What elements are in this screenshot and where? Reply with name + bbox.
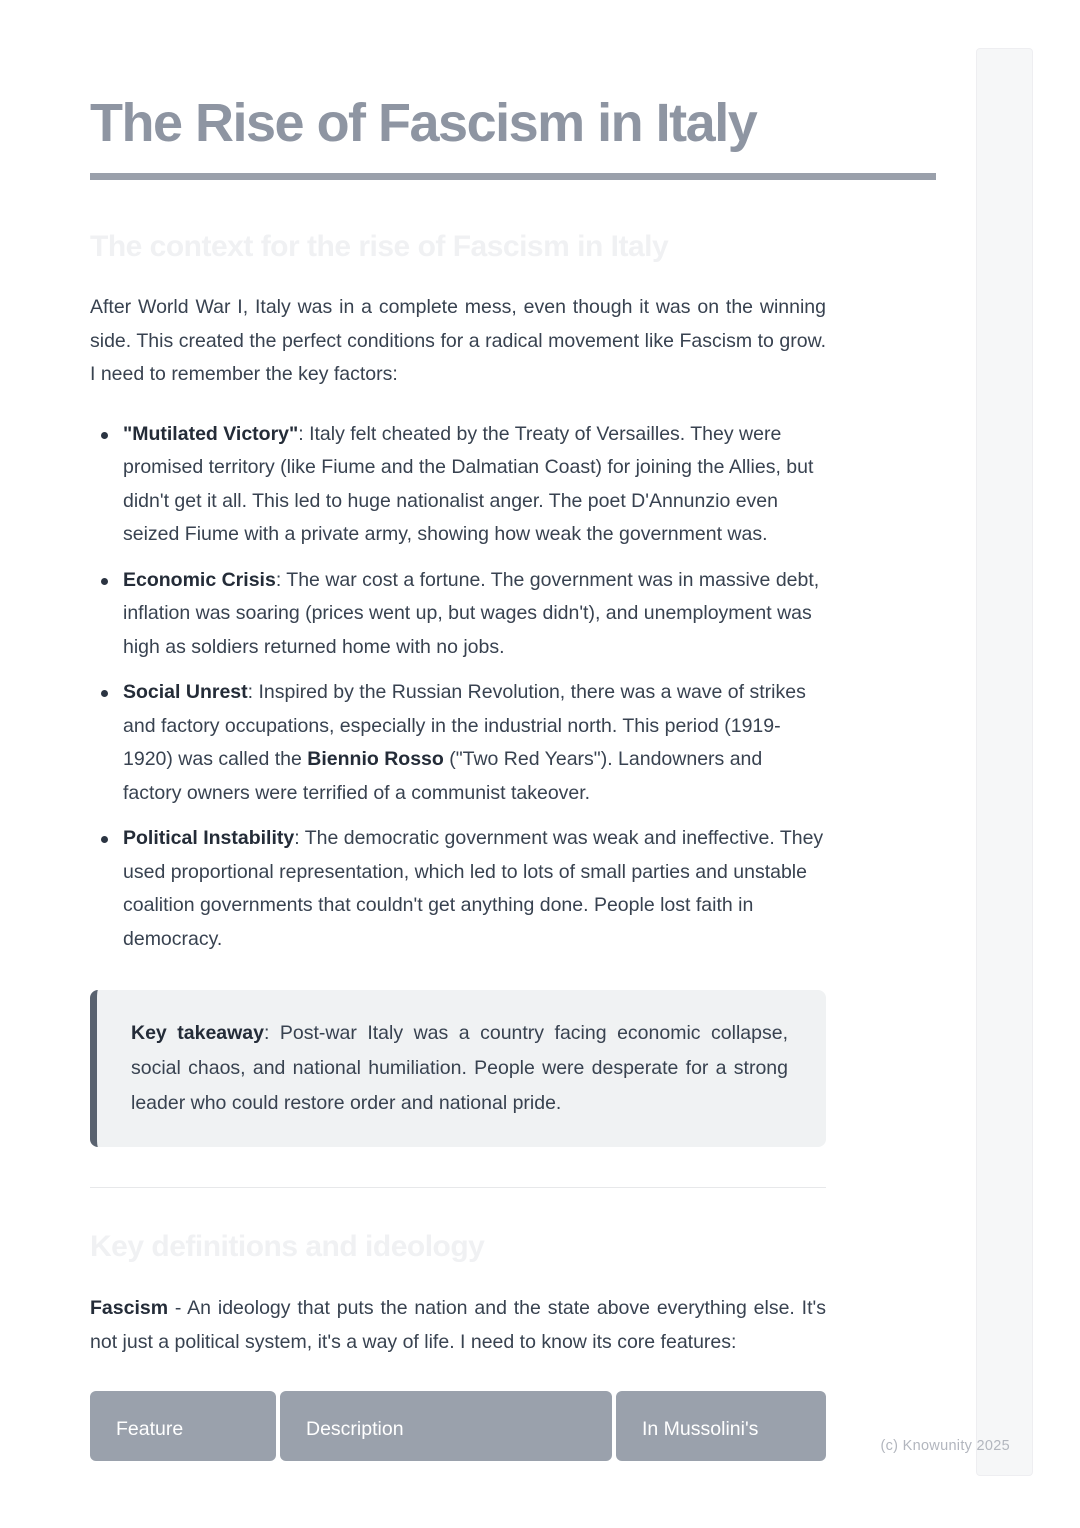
key-factors-list bbox=[90, 418, 826, 957]
bullet-text: : The democratic government was weak and ineffective. They used proportional representation, which led to lots of small parties and unstable coalition governments that couldn't get anything done. People lost faith in democracy. bbox=[123, 827, 824, 950]
bullet-icon bbox=[101, 432, 108, 439]
list-item bbox=[90, 676, 826, 810]
section-divider bbox=[90, 1187, 826, 1188]
copyright-footer: (c) Knowunity 2025 bbox=[880, 1438, 1010, 1454]
bullet-text: : Italy felt cheated by the Treaty of Versailles. They were promised territory (like Fiume and the Dalmatian Coast) for joining the Allies, but didn't get it all. This led to huge nationalist anger. The poet D'Annunzio even seized Fiume with a private army, showing how weak the government was. bbox=[123, 422, 814, 546]
bullet-content bbox=[123, 418, 826, 552]
bullet-content bbox=[123, 676, 826, 810]
takeaway-lead: Key takeaway bbox=[131, 1022, 264, 1045]
bullet-inline-bold: Biennio Rosso bbox=[307, 748, 444, 771]
key-takeaway-callout bbox=[90, 990, 826, 1147]
list-item bbox=[90, 822, 826, 956]
bullet-icon bbox=[101, 836, 108, 843]
table-header-cell-description: Description bbox=[280, 1391, 612, 1461]
table-header-cell-feature: Feature bbox=[90, 1391, 276, 1461]
section-heading-definitions: Key definitions and ideology bbox=[90, 1230, 485, 1264]
bullet-lead: "Mutilated Victory" bbox=[123, 422, 299, 445]
bullet-lead: Political Instability bbox=[123, 827, 295, 850]
fascism-definition bbox=[90, 1292, 826, 1359]
table-header-cell-mussolini: In Mussolini's bbox=[616, 1391, 826, 1461]
scrollbar-track[interactable] bbox=[976, 48, 1033, 1476]
bullet-text: : The war cost a fortune. The government was in massive debt, inflation was soaring (prices went up, but wages didn't), and unemployment was high as soldiers returned home with no jobs. bbox=[123, 568, 820, 658]
page-title: The Rise of Fascism in Italy bbox=[90, 93, 757, 153]
takeaway-body: : Post-war Italy was a country facing economic collapse, social chaos, and national humiliation. People were desperate for a strong leader who could restore order and national pride. bbox=[131, 1022, 788, 1115]
bullet-icon bbox=[101, 578, 108, 585]
features-table-header bbox=[90, 1391, 826, 1461]
title-divider bbox=[90, 173, 936, 180]
list-item bbox=[90, 418, 826, 552]
bullet-text: : Inspired by the Russian Revolution, there was a wave of strikes and factory occupations, especially in the industrial north. This period (1919-1920) was called the bbox=[123, 681, 806, 771]
bullet-content bbox=[123, 822, 826, 956]
bullet-lead: Economic Crisis bbox=[123, 568, 276, 591]
section-heading-context: The context for the rise of Fascism in Italy bbox=[90, 230, 669, 264]
intro-paragraph: After World War I, Italy was in a complete mess, even though it was on the winning side. This created the perfect conditions for a radical movement like Fascism to grow. I need to remember the key factors: bbox=[90, 296, 826, 386]
bullet-content bbox=[123, 564, 826, 665]
bullet-text: ("Two Red Years"). Landowners and factory owners were terrified of a communist takeover. bbox=[123, 748, 763, 804]
definition-body: - An ideology that puts the nation and the state above everything else. It's not just a political system, it's a way of life. I need to know its core features: bbox=[90, 1297, 826, 1353]
document-content bbox=[90, 0, 936, 1461]
takeaway-text bbox=[131, 1016, 788, 1121]
list-item bbox=[90, 564, 826, 665]
bullet-lead: Social Unrest bbox=[123, 681, 248, 704]
bullet-icon bbox=[101, 690, 108, 697]
definition-term: Fascism bbox=[90, 1297, 169, 1320]
